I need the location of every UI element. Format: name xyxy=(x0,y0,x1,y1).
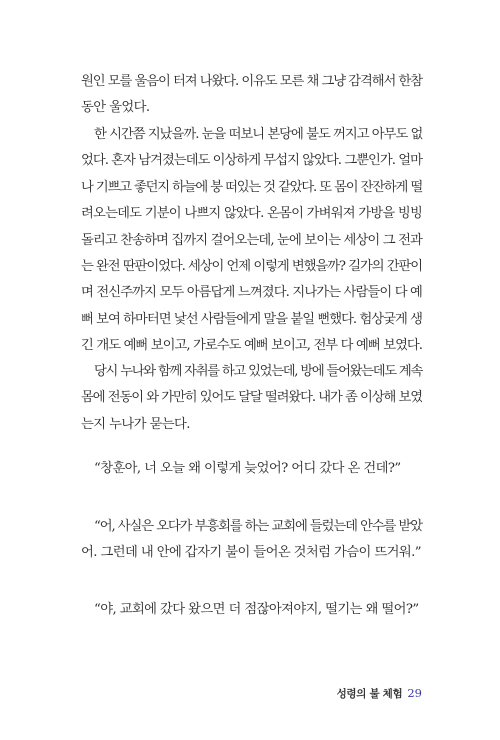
text-line: 뻐 보여 하마터면 낯선 사람들에게 말을 붙일 뻔했다. 험상궂게 생 xyxy=(81,311,422,327)
text-line: 려오는데도 기분이 나쁘지 않았다. 온몸이 가벼워져 가방을 빙빙 xyxy=(81,206,422,222)
text-line: 는 완전 딴판이었다. 세상이 언제 이렇게 변했을까? 길가의 간판이 xyxy=(81,259,422,275)
text-line: 동안 울었다. xyxy=(81,100,150,116)
text-line: 나 기쁘고 좋던지 하늘에 붕 떠있는 것 같았다. 또 몸이 잔잔하게 떨 xyxy=(81,179,422,195)
dialogue-3 xyxy=(81,597,422,623)
dialogue-1 xyxy=(81,456,422,482)
text-line: 며 전신주까지 모두 아름답게 느껴졌다. 지나가는 사람들이 다 예 xyxy=(81,285,422,301)
text-line: 어. 그런데 내 안에 갑자기 불이 들어온 것처럼 가슴이 뜨거워.” xyxy=(81,545,421,561)
paragraph-3 xyxy=(81,359,422,438)
text-line: “어, 사실은 오다가 부흥회를 하는 교회에 들렀는데 안수를 받았 xyxy=(94,519,422,534)
paragraph-1 xyxy=(81,69,422,122)
chapter-title: 성령의 불 체험 xyxy=(336,688,403,700)
text-line: 몸에 전동이 와 가만히 있어도 달달 떨려왔다. 내가 좀 이상해 보였 xyxy=(81,390,422,406)
text-line: 한 시간쯤 지났을까. 눈을 떠보니 본당에 불도 꺼지고 아무도 없 xyxy=(94,127,423,142)
text-line: 는지 누나가 묻는다. xyxy=(81,416,190,432)
text-line: 긴 개도 예뻐 보이고, 가로수도 예뻐 보이고, 전부 다 예뻐 보였다. xyxy=(81,338,422,354)
paragraph-2 xyxy=(81,122,422,360)
text-line: 돌리고 찬송하며 집까지 걸어오는데, 눈에 보이는 세상이 그 전과 xyxy=(81,232,422,248)
text-line: 었다. 혼자 남겨졌는데도 이상하게 무섭지 않았다. 그뿐인가. 얼마 xyxy=(81,153,422,169)
page-footer xyxy=(337,686,422,701)
text-line: 당시 누나와 함께 자취를 하고 있었는데, 방에 들어왔는데도 계속 xyxy=(94,364,422,379)
dialogue-2 xyxy=(81,514,422,567)
text-line: “창훈아, 너 오늘 왜 이렇게 늦었어? 어디 갔다 온 건데?” xyxy=(94,461,401,476)
text-line: 원인 모를 울음이 터져 나왔다. 이유도 모른 채 그냥 감격해서 한참 xyxy=(81,74,422,89)
page-number: 29 xyxy=(407,686,422,700)
text-line: “야, 교회에 갔다 왔으면 더 점잖아져야지, 떨기는 왜 떨어?” xyxy=(94,602,419,617)
